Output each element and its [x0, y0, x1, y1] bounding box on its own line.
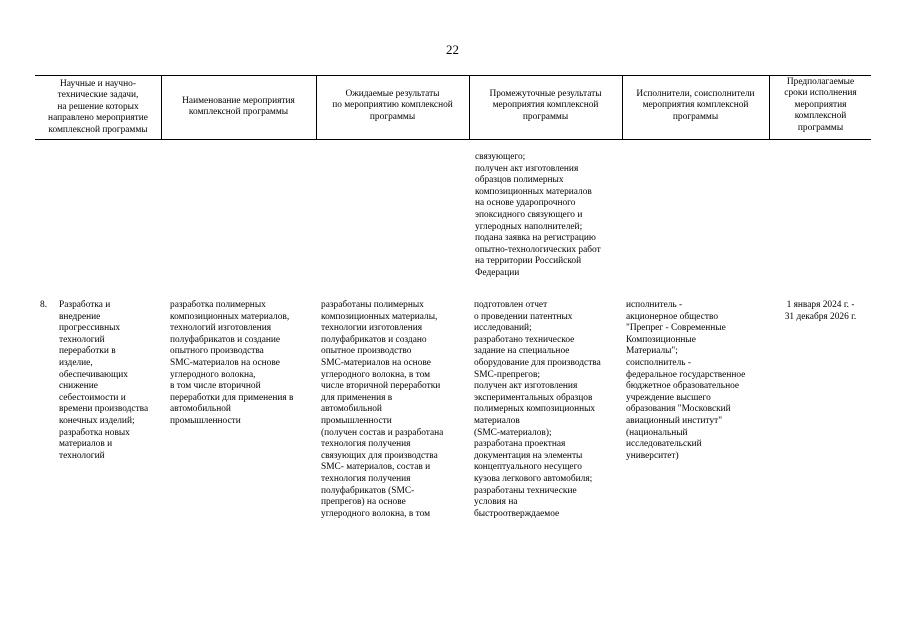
header-event-name: Наименование мероприятия комплексной программы	[182, 96, 295, 118]
page-number: 22	[446, 42, 459, 57]
row-deadline: 1 января 2024 г. - 31 декабря 2026 г.	[784, 300, 857, 322]
header-expected-results: Ожидаемые результаты по мероприятию комплексной программы	[332, 89, 453, 122]
row-event: разработка полимерных композиционных материалов, технологий изготовления полуфабрикатов и создание опытного производства SMC-материалов на основе углеродного волокна, в том числе вторичной переработки для применения в автомобильной промышленности	[170, 300, 294, 426]
continuation-text: связующего; получен акт изготовления образцов полимерных композиционных материалов на основе ударопрочного эпоксидного связующего и углеродных наполнителей; подана заявка на регистрацию опытно-технологических работ на территории Российской Федерации	[475, 152, 601, 278]
row-intermediate: подготовлен отчет о проведении патентных исследований; разработано техническое задание на специальное оборудование для производства SMC-препрегов; получен акт изготовления экспериментальных образцов полимерных композиционных материалов (SMC-материалов); разработана проектная документация на элементы концептуального несущего кузова легкового автомобиля; разработаны технические условия на быстроотверждаемое	[474, 300, 601, 519]
header-deadlines: Предполагаемые сроки исполнения мероприятия комплексной программы	[784, 77, 857, 133]
row-expected: разработаны полимерных композиционных материалы, технологии изготовления полуфабрикатов и создано опытное производство SMC-материалов на основе углеродного волокна, в том числе вторичной переработки для применения в автомобильной промышленности (получен состав и разработана технология получения связующих для производства SMC- материалов, состав и технология получения полуфабрикатов (SMC- препрегов) на основе углеродного волокна, в том	[321, 300, 444, 519]
header-intermediate-results: Промежуточные результаты мероприятия комплексной программы	[489, 89, 602, 122]
header-executors: Исполнители, соисполнители мероприятия комплексной программы	[636, 89, 755, 122]
row-number: 8.	[40, 300, 48, 310]
header-tasks: Научные и научно- технические задачи, на решение которых направлено мероприятие комплексной программы	[48, 79, 148, 135]
row-task: Разработка и внедрение прогрессивных технологий переработки в изделие, обеспечивающих снижение себестоимости и времени производства конечных изделий; разработка новых материалов и технологий	[59, 300, 149, 461]
row-executors: исполнитель - акционерное общество "Препрег - Современные Композиционные Материалы"; соисполнитель - федеральное государственное бюджетное образовательное учреждение высшего образования "Московский авиационный институт" (национальный исследовательский университет)	[626, 300, 746, 461]
